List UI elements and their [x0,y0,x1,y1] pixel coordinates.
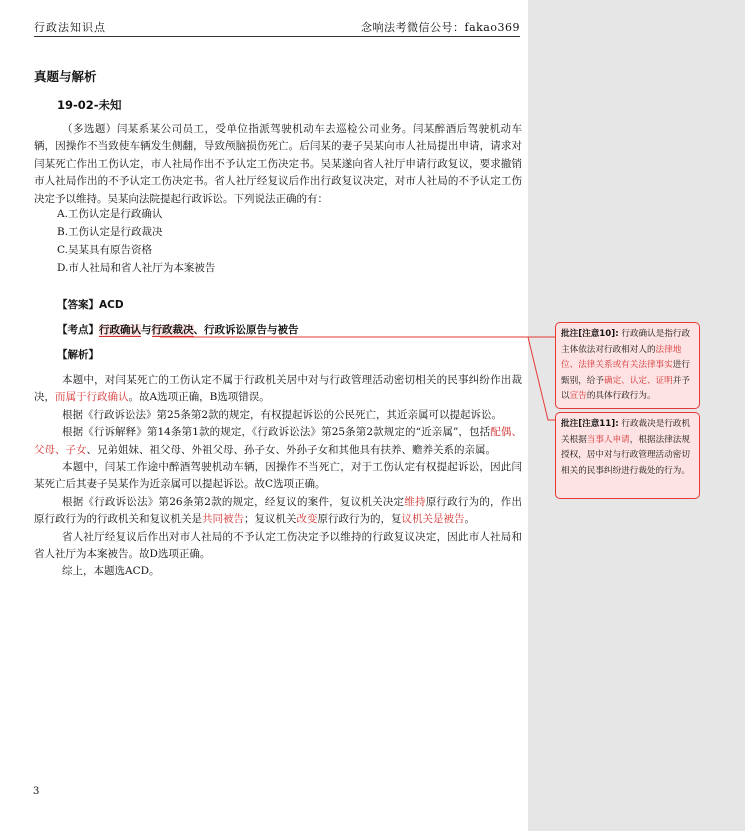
kaodian-highlight-1[interactable]: 行政确认 [99,324,141,336]
analysis-body [34,372,522,581]
comment-red-text: 确定、认定、证明 [603,375,673,386]
option-list [57,205,215,277]
comment-text: 进行甄别，给予 [561,360,690,386]
question-id: 19-02-未知 [57,98,122,112]
comment-box-10[interactable] [555,322,700,409]
analysis-paragraph: 综上，本题选ACD。 [62,565,160,578]
comment-red-text: 法律地位、法律关系或有关法律事实 [561,344,682,370]
analysis-paragraph: 省人社厅经复议后作出对市人社局的不予认定工伤决定予以维持的行政复议决定，因此市人社局和省人社厅为本案被告。故D选项正确。 [34,530,522,561]
kaodian-rest: 、行政诉讼原告与被告 [193,324,299,336]
option-b: B.工伤认定是行政裁决 [57,226,163,238]
kaodian-line [57,322,299,337]
text-run: 根据《行诉解释》第14条第1款的规定，《行政诉讼法》第25条第2款规定的“近亲属”，包括 [62,426,491,439]
jiexi-label: 【解析】 [57,349,99,361]
question-stem: （多选题）闫某系某公司员工，受单位指派驾驶机动车去巡检公司业务。闫某醉酒后驾驶机动车辆，因操作不当致使车辆发生侧翻，导致颅脑损伤死亡。后闫某的妻子吴某向市人社局提出申请，请求对闫某死亡作出工伤认定，市人社局作出不予认定工伤决定书。吴某遂向省人社厅申请行政复议，要求撤销市人社局作出的不予认定工伤决定书。省人社厅经复议后作出行政复议决定，对市人社局的不予认定工伤决定予以维持。吴某向法院提起行政诉讼。下列说法正确的有： [34,123,522,205]
comment-red-text: 宣告 [569,391,587,401]
kaodian-joiner: 与 [141,324,152,336]
text-run: 原行政行为的，作出原行政行为的行政机关和复议机关是 [34,495,523,526]
comment-text: 的具体行政行为。 [586,391,656,401]
comment-text: 行政裁决是行政机关根据 [561,419,691,445]
option-c: C.吴某具有原告资格 [57,244,152,256]
comment-text: 行政确认是指行政主体依法对行政相对人的 [561,329,691,355]
text-run: 本题中，对闫某死亡的工伤认定不属于行政机关居中对与行政管理活动密切相关的民事纠纷作出裁决， [34,374,522,404]
red-text-run: 共同被告 [202,513,244,526]
analysis-paragraph [34,372,522,407]
comment-text: ，根据法律法规授权，居中对与行政管理活动密切相关的民事纠纷进行裁处的行为。 [561,434,690,476]
text-run: ；复议机关 [244,513,297,526]
comment-box-11[interactable] [555,412,700,499]
text-run: 。 [464,513,475,526]
kaodian-highlight-2[interactable]: 行政裁决 [151,324,194,336]
comment-tag: 批注[注意10]: [561,329,619,339]
red-text-run: 议机关是被告 [401,513,465,526]
header-title: 行政法知识点 [34,21,106,34]
red-text-run: 改变 [296,513,318,526]
text-run: 、兄弟姐妹、祖父母、外祖父母、孙子女、外孙子女和其他具有扶养、赡养关系的亲属。 [86,443,496,456]
comment-red-text: 当事人申请 [586,434,630,445]
section-title: 真题与解析 [34,69,97,84]
kaodian-prefix: 【考点】 [57,324,99,336]
analysis-paragraph [34,494,522,529]
comment-text: 并予以 [561,375,690,401]
red-text-run: 维持 [404,495,426,508]
option-d: D.市人社局和省人社厅为本案被告 [57,262,216,274]
red-text-run: 而属于行政确认 [55,391,129,404]
red-text-run: 配偶、父母、子女 [34,426,522,456]
text-run: 根据《行政诉讼法》第26条第2款的规定，经复议的案件，复议机关决定 [62,495,405,508]
analysis-paragraph [34,424,522,459]
analysis-paragraph: 本题中，闫某工作途中醉酒驾驶机动车辆，因操作不当死亡，对于工伤认定有权提起诉讼，因此闫某死亡后其妻子吴某作为近亲属可以提起诉讼。故C选项正确。 [34,461,522,491]
option-a: A.工伤认定是行政确认 [57,208,163,220]
answer-line: 【答案】ACD [57,299,124,311]
text-run: 原行政行为的，复 [317,513,402,526]
page-number: 3 [33,786,40,797]
page-header [34,17,520,37]
comment-tag: 批注[注意11]: [561,419,619,429]
header-wechat: 念响法考微信公号：fakao369 [361,21,520,34]
text-run: 。故A选项正确，B选项错误。 [128,391,270,404]
analysis-paragraph: 根据《行政诉讼法》第25条第2款的规定，有权提起诉讼的公民死亡，其近亲属可以提起诉讼。 [62,408,503,421]
